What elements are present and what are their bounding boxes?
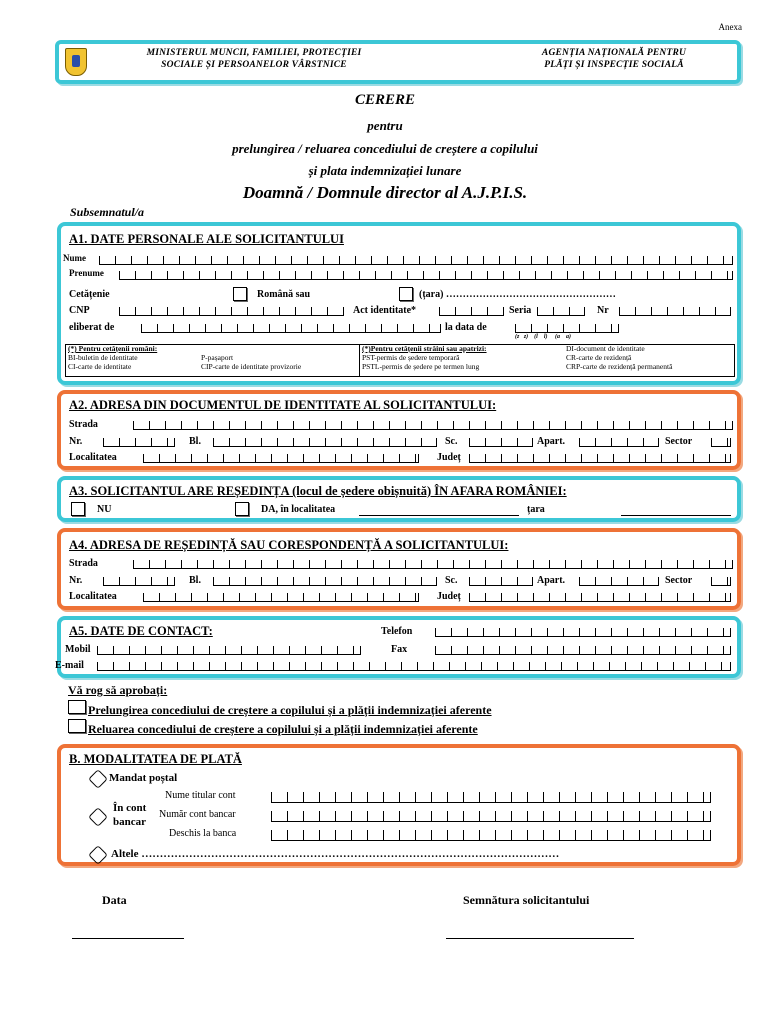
strada-field[interactable] bbox=[133, 560, 733, 569]
judet-field[interactable] bbox=[469, 454, 731, 463]
act-identitate-label: Act identitate* bbox=[353, 305, 417, 316]
judet-label: Județ bbox=[437, 452, 461, 463]
email-label: E-mail bbox=[55, 660, 84, 671]
section-a3-title: A3. SOLICITANTUL ARE REȘEDINȚA (locul de ședere obișnuită) ÎN AFARA ROMÂNIEI: bbox=[69, 484, 567, 498]
mobil-label: Mobil bbox=[65, 644, 91, 655]
localitatea-field[interactable] bbox=[143, 454, 419, 463]
sector-field[interactable] bbox=[711, 577, 731, 586]
nume-titular-label: Nume titular cont bbox=[165, 790, 236, 801]
prenume-field[interactable] bbox=[119, 271, 733, 280]
form-addressee: Doamnă / Domnule director al A.J.P.I.S. bbox=[242, 183, 528, 202]
ministry-name: MINISTERUL MUNCII, FAMILIEI, PROTECȚIEI SOCIALE ȘI PERSOANELOR VÂRSTNICE bbox=[146, 48, 362, 70]
nr-field[interactable] bbox=[103, 577, 175, 586]
data-label: Data bbox=[102, 893, 127, 907]
semnatura-label: Semnătura solicitantului bbox=[463, 893, 590, 907]
section-a2 bbox=[57, 390, 741, 470]
mandat-postal-radio[interactable] bbox=[88, 769, 108, 789]
altele-radio[interactable] bbox=[88, 845, 108, 865]
nr-label: Nr. bbox=[69, 436, 83, 447]
prenume-label: Prenume bbox=[69, 268, 104, 278]
section-b-title: B. MODALITATEA DE PLATĂ bbox=[69, 752, 242, 766]
prelungire-label: Prelungirea concediului de creștere a copilului și a plății indemnizației aferente bbox=[88, 703, 492, 717]
nume-label: Nume bbox=[63, 253, 86, 263]
nume-field[interactable] bbox=[99, 256, 733, 265]
eliberat-field[interactable] bbox=[141, 324, 441, 333]
act-identitate-field[interactable] bbox=[439, 307, 504, 316]
legend-cip: CIP-carte de identitate provizorie bbox=[201, 362, 302, 371]
legend-p: P-pașaport bbox=[201, 353, 234, 362]
alta-tara-checkbox[interactable] bbox=[399, 287, 413, 301]
strada-field[interactable] bbox=[133, 421, 733, 430]
agency-name: AGENȚIA NAȚIONALĂ PENTRU PLĂȚI ȘI INSPECȚIE SOCIALĂ bbox=[541, 48, 687, 70]
sc-field[interactable] bbox=[469, 577, 533, 586]
cnp-label: CNP bbox=[69, 305, 90, 316]
bl-field[interactable] bbox=[213, 577, 437, 586]
section-a3 bbox=[57, 476, 741, 522]
altele-label: Altele …………………………………………………………………………………………………… bbox=[111, 848, 560, 860]
seria-label: Seria bbox=[509, 305, 532, 316]
localitatea-label: Localitatea bbox=[69, 452, 117, 463]
legend-heading-straini: (*)Pentru cetățenii străini sau apatrizi: bbox=[362, 344, 487, 353]
semnatura-signature-line[interactable] bbox=[446, 938, 634, 939]
date-format-hint: (z z) (l l) (a a) bbox=[515, 334, 571, 340]
section-a5 bbox=[57, 616, 741, 678]
legend-bi: BI-buletin de identitate bbox=[68, 353, 138, 362]
section-a2-title: A2. ADRESA DIN DOCUMENTUL DE IDENTITATE AL SOLICITANTULUI: bbox=[69, 398, 497, 412]
numar-cont-field[interactable] bbox=[271, 811, 711, 822]
a3-tara-label: țara bbox=[527, 504, 545, 515]
form-subtitle-3: și plata indemnizației lunare bbox=[308, 163, 462, 178]
cnp-field[interactable] bbox=[119, 307, 344, 316]
bl-field[interactable] bbox=[213, 438, 437, 447]
deschis-banca-field[interactable] bbox=[271, 830, 711, 841]
la-data-label: la data de bbox=[445, 322, 487, 333]
sc-label: Sc. bbox=[445, 436, 458, 447]
coat-of-arms-icon bbox=[65, 48, 87, 76]
judet-field[interactable] bbox=[469, 593, 731, 602]
email-field[interactable] bbox=[97, 662, 731, 671]
a3-tara-field[interactable] bbox=[621, 515, 731, 516]
strada-label: Strada bbox=[69, 419, 98, 430]
annex-label: Anexa bbox=[718, 22, 742, 32]
reluare-checkbox[interactable] bbox=[68, 719, 86, 733]
apart-label: Apart. bbox=[537, 436, 566, 447]
mandat-postal-label: Mandat poștal bbox=[109, 772, 178, 784]
legend-ci: CI-carte de identitate bbox=[68, 362, 132, 371]
legend-cr: CR-carte de rezidență bbox=[566, 353, 632, 362]
sector-field[interactable] bbox=[711, 438, 731, 447]
sector-label: Sector bbox=[665, 575, 693, 586]
header-banner bbox=[55, 40, 741, 84]
a3-nu-label: NU bbox=[97, 504, 112, 515]
form-subtitle-2: prelungirea / reluarea concediului de creștere a copilului bbox=[232, 141, 538, 156]
judet-label: Județ bbox=[437, 591, 461, 602]
form-subtitle-1: pentru bbox=[367, 118, 403, 133]
deschis-banca-label: Deschis la banca bbox=[169, 828, 237, 839]
telefon-field[interactable] bbox=[435, 628, 731, 637]
section-a4-title: A4. ADRESA DE REȘEDINȚĂ SAU CORESPONDENȚĂ A SOLICITANTULUI: bbox=[69, 538, 509, 552]
form-title: CERERE bbox=[354, 92, 416, 108]
section-b bbox=[57, 744, 741, 866]
section-a1-title: A1. DATE PERSONALE ALE SOLICITANTULUI bbox=[69, 232, 344, 246]
sc-label: Sc. bbox=[445, 575, 458, 586]
strada-label: Strada bbox=[69, 558, 98, 569]
bancar-label: bancar bbox=[113, 816, 146, 828]
data-signature-line[interactable] bbox=[72, 938, 184, 939]
localitatea-label: Localitatea bbox=[69, 591, 117, 602]
romana-label: Română sau bbox=[257, 289, 311, 300]
apart-field[interactable] bbox=[579, 577, 659, 586]
legend-heading-romani: (*) Pentru cetățenii români: bbox=[68, 344, 158, 353]
prelungire-checkbox[interactable] bbox=[68, 700, 86, 714]
eliberat-label: eliberat de bbox=[69, 322, 115, 333]
cetatenie-label: Cetățenie bbox=[69, 289, 110, 300]
telefon-label: Telefon bbox=[381, 626, 413, 637]
localitatea-field[interactable] bbox=[143, 593, 419, 602]
section-a1 bbox=[57, 222, 741, 385]
la-data-field[interactable] bbox=[515, 324, 619, 333]
sc-field[interactable] bbox=[469, 438, 533, 447]
section-a5-title: A5. DATE DE CONTACT: bbox=[69, 624, 213, 638]
nr-act-field[interactable] bbox=[619, 307, 731, 316]
apart-label: Apart. bbox=[537, 575, 566, 586]
fax-label: Fax bbox=[391, 644, 408, 655]
mobil-field[interactable] bbox=[97, 646, 361, 655]
fax-field[interactable] bbox=[435, 646, 731, 655]
a3-localitate-field[interactable] bbox=[359, 515, 519, 516]
legend-pstl: PSTL-permis de ședere pe termen lung bbox=[362, 362, 480, 371]
romana-checkbox[interactable] bbox=[233, 287, 247, 301]
tara-label: (țara) …………………………………………… bbox=[419, 289, 616, 300]
section-a4 bbox=[57, 528, 741, 610]
a3-da-checkbox[interactable] bbox=[235, 502, 249, 516]
legend-pst: PST-permis de ședere temporară bbox=[362, 353, 460, 362]
reluare-label: Reluarea concediului de creștere a copilului și a plății indemnizației aferente bbox=[88, 722, 478, 736]
sector-label: Sector bbox=[665, 436, 693, 447]
numar-cont-label: Număr cont bancar bbox=[159, 809, 236, 820]
bl-label: Bl. bbox=[189, 575, 201, 586]
a3-nu-checkbox[interactable] bbox=[71, 502, 85, 516]
a3-da-label: DA, în localitatea bbox=[261, 504, 336, 515]
legend-di: DI-document de identitate bbox=[566, 344, 645, 353]
seria-field[interactable] bbox=[537, 307, 585, 316]
id-document-legend bbox=[65, 344, 735, 377]
nr-label: Nr bbox=[597, 305, 609, 316]
undersigned-label: Subsemnatul/a bbox=[70, 205, 145, 219]
bl-label: Bl. bbox=[189, 436, 201, 447]
nr-field[interactable] bbox=[103, 438, 175, 447]
request-intro: Vă rog să aprobați: bbox=[68, 683, 168, 697]
in-cont-label: În cont bbox=[113, 802, 147, 814]
nr-label: Nr. bbox=[69, 575, 83, 586]
apart-field[interactable] bbox=[579, 438, 659, 447]
nume-titular-field[interactable] bbox=[271, 792, 711, 803]
in-cont-radio[interactable] bbox=[88, 807, 108, 827]
legend-crp: CRP-carte de rezidență permanentă bbox=[566, 362, 673, 371]
